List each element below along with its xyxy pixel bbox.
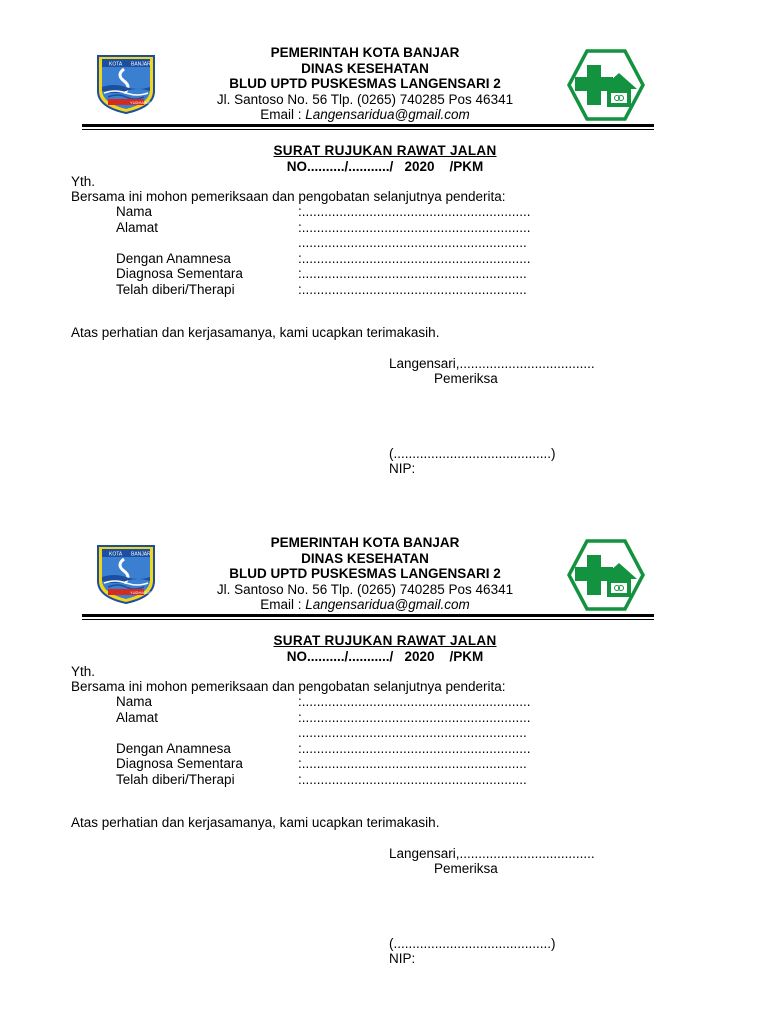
email-value: Langensaridua@gmail.com [305,597,470,612]
letterhead-line3: BLUD UPTD PUSKESMAS LANGENSARI 2 [229,76,501,91]
letterhead-address: Jl. Santoso No. 56 Tlp. (0265) 740285 Pos 46341 [216,91,514,107]
signature-role: Pemeriksa [434,371,498,386]
field-label: Dengan Anamnesa [116,740,231,756]
letterhead-address: Jl. Santoso No. 56 Tlp. (0265) 740285 Pos 46341 [216,581,514,597]
greeting: Yth. [71,174,96,189]
field-label: Telah diberi/Therapi [116,281,235,297]
letterhead-line2: DINAS KESEHATAN [301,550,429,566]
letterhead-email-row [180,597,550,613]
field-blank: :............................................................. [298,219,531,235]
letterhead-line1: PEMERINTAH KOTA BANJAR [270,45,460,60]
puskesmas-logo-icon [567,539,645,611]
closing-text: Atas perhatian dan kerjasamanya, kami ucapkan terimakasih. [71,325,440,340]
kota-banjar-emblem-icon [94,543,158,605]
referral-form-1 [0,0,768,490]
email-label: Email : [260,597,306,612]
field-label: Alamat [116,219,159,235]
form-title [180,633,590,664]
referral-form-2 [0,490,768,980]
emblem-text-left: KOTA [109,61,123,68]
field-blank: :............................................................ [298,266,527,281]
emblem-text-left: KOTA [109,551,123,558]
intro-text: Bersama ini mohon pemeriksaan dan pengobatan selanjutnya penderita: [71,189,506,204]
greeting: Yth. [71,664,96,679]
field-blank: :............................................................. [298,740,531,756]
nip-label: NIP: [389,461,416,476]
letterhead-email-row [180,107,550,123]
field-label: Diagnosa Sementara [116,756,243,771]
field-blank: :............................................................ [298,771,527,787]
emblem-text-right: BANJAR [131,61,151,68]
field-blank: :............................................................. [298,694,531,709]
letterhead-divider-thick [82,124,654,127]
field-blank: :............................................................ [298,756,527,771]
signature-role: Pemeriksa [434,861,498,876]
intro-text: Bersama ini mohon pemeriksaan dan pengobatan selanjutnya penderita: [71,679,506,694]
signature-blank: (..........................................) [389,936,556,951]
field-blank: :............................................................. [298,250,531,266]
email-label: Email : [260,107,306,122]
letterhead-line2: DINAS KESEHATAN [301,60,429,76]
field-label: Nama [116,694,153,709]
email-value: Langensaridua@gmail.com [305,107,470,122]
field-blank: ............................................................. [298,725,527,740]
letterhead-divider-thin [82,129,654,130]
emblem-motto: YUDHA ASIH [130,590,155,595]
field-label: Telah diberi/Therapi [116,771,235,787]
kota-banjar-emblem-icon [94,53,158,115]
field-blank: :............................................................. [298,709,531,725]
field-label: Dengan Anamnesa [116,250,231,266]
form-number: NO........../.........../ 2020 /PKM [286,158,484,174]
field-label: Nama [116,204,153,219]
form-number: NO........../.........../ 2020 /PKM [286,648,484,664]
letterhead-line1: PEMERINTAH KOTA BANJAR [270,535,460,550]
nip-label: NIP: [389,951,416,966]
emblem-motto: YUDHA ASIH [130,100,155,105]
field-blank: ............................................................. [298,235,527,250]
field-blank: :............................................................. [298,204,531,219]
form-title-text: SURAT RUJUKAN RAWAT JALAN [273,143,497,158]
emblem-text-right: BANJAR [131,551,151,558]
field-label: Diagnosa Sementara [116,266,243,281]
signature-place: Langensari,.................................... [389,846,595,861]
field-blank: :............................................................ [298,281,527,297]
signature-place: Langensari,.................................... [389,356,595,371]
letterhead-divider-thin [82,619,654,620]
letterhead [180,45,550,123]
closing-text: Atas perhatian dan kerjasamanya, kami ucapkan terimakasih. [71,815,440,830]
field-label: Alamat [116,709,159,725]
letterhead-line3: BLUD UPTD PUSKESMAS LANGENSARI 2 [229,566,501,581]
form-title-text: SURAT RUJUKAN RAWAT JALAN [273,633,497,648]
letterhead [180,535,550,613]
signature-blank: (..........................................) [389,446,556,461]
puskesmas-logo-icon [567,49,645,121]
form-title [180,143,590,174]
letterhead-divider-thick [82,614,654,617]
